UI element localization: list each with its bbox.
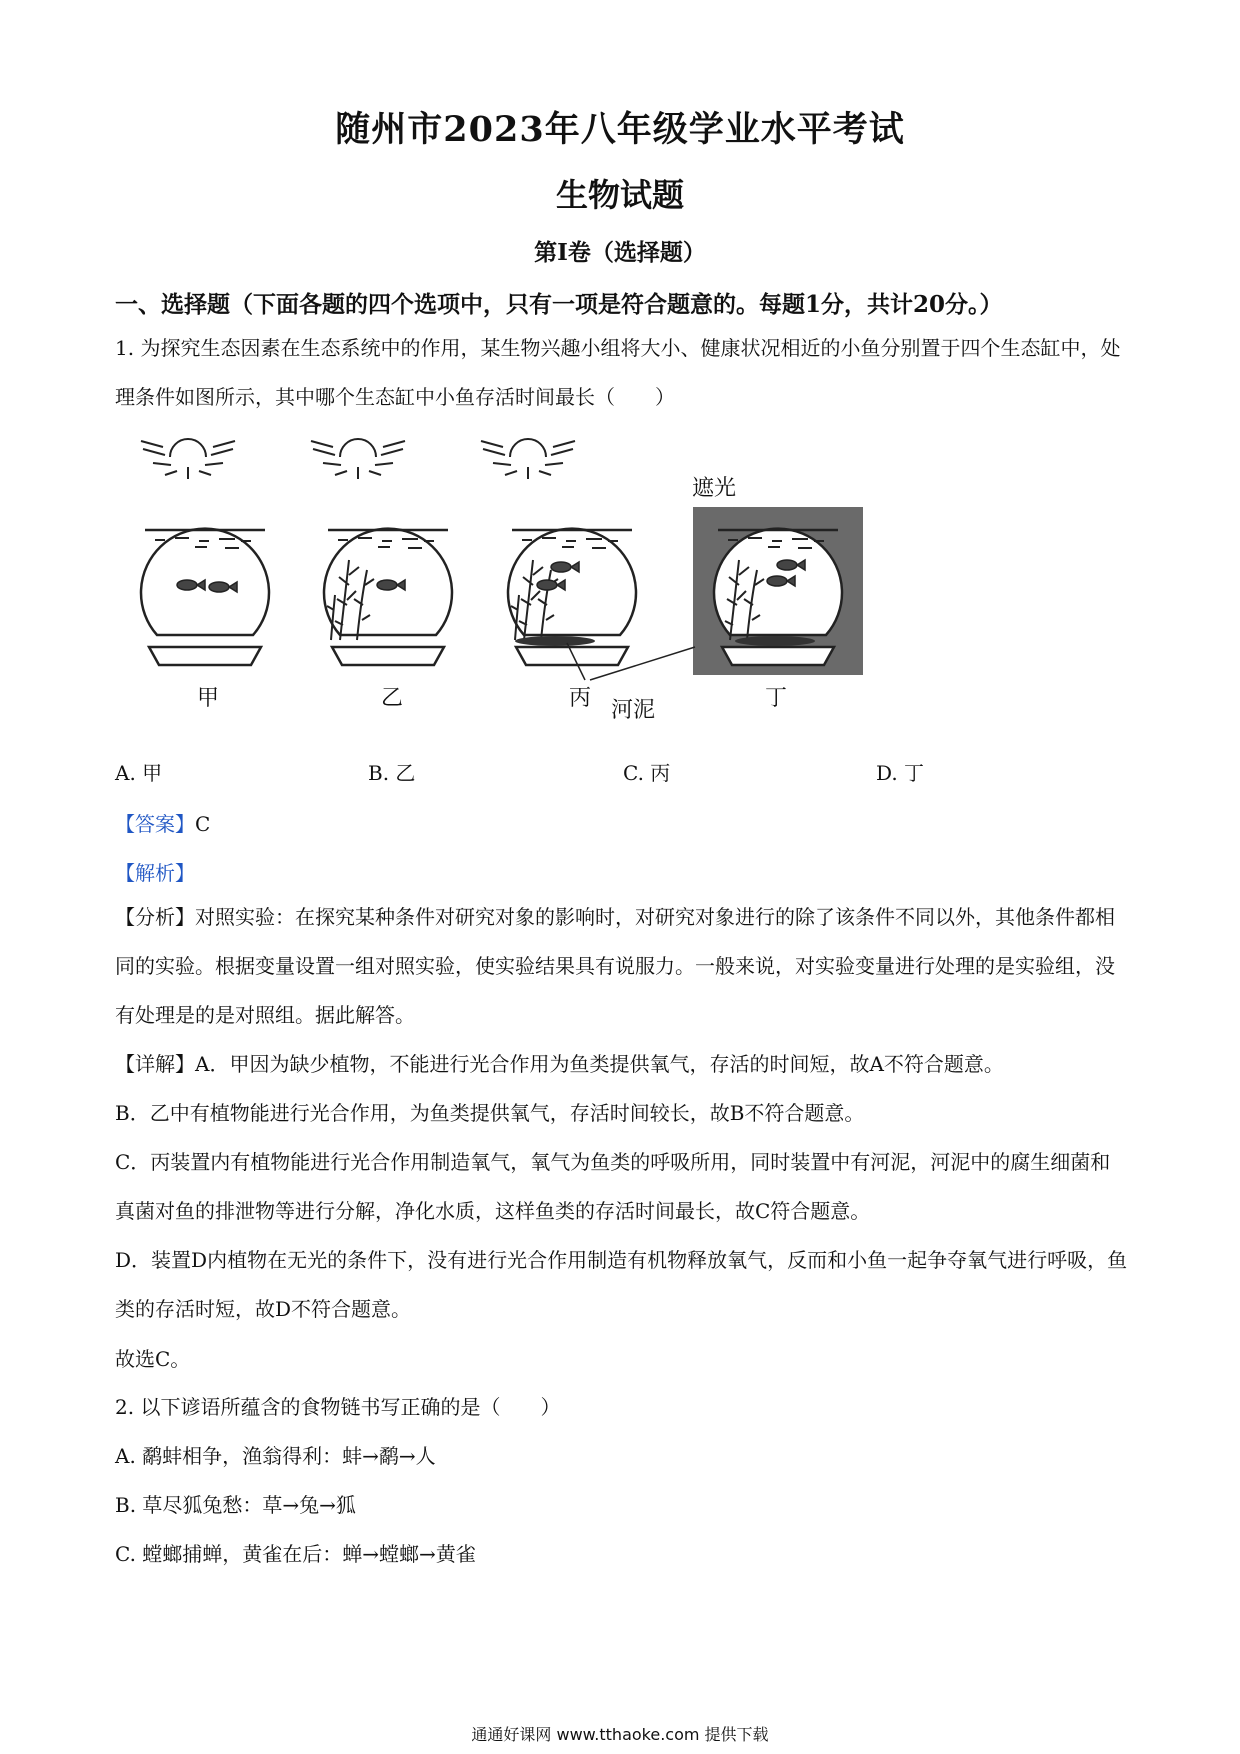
q1-analysis bbox=[115, 893, 1130, 1040]
q1-detail-b: B．乙中有植物能进行光合作用，为鱼类提供氧气，存活时间较长，故B不符合题意。 bbox=[115, 1101, 865, 1125]
q2-stem: 2. 以下谚语所蕴含的食物链书写正确的是（ ） bbox=[115, 1395, 561, 1419]
q1-detail-d: D．装置D内植物在无光的条件下，没有进行光合作用制造有机物释放氧气，反而和小鱼一起争夺氧气进行呼吸，鱼类的存活时短，故D不符合题意。 bbox=[115, 1248, 1128, 1321]
q1-conclusion: 故选C。 bbox=[115, 1347, 191, 1371]
tank-yi bbox=[324, 529, 452, 665]
mud-label: 河泥 bbox=[611, 698, 656, 723]
tank-jia bbox=[141, 529, 269, 665]
q2-option-a: A. 鹬蚌相争，渔翁得利：蚌→鹬→人 bbox=[115, 1444, 436, 1468]
volume-title: 第Ⅰ卷（选择题） bbox=[534, 239, 706, 266]
detail-tag: 【详解】 bbox=[115, 1052, 195, 1076]
exam-subtitle: 生物试题 bbox=[555, 176, 684, 214]
river-mud bbox=[515, 636, 815, 646]
q2-option-b: B. 草尽狐兔愁：草→兔→狐 bbox=[115, 1493, 356, 1517]
analysis-heading-tag: 【分析】 bbox=[115, 905, 195, 929]
tank-label-ding: 丁 bbox=[765, 686, 788, 711]
q1-option-a: A. 甲 bbox=[115, 761, 163, 785]
answer-tag: 【答案】 bbox=[115, 812, 195, 836]
tank-label-yi: 乙 bbox=[381, 686, 404, 711]
sun-icon bbox=[311, 439, 405, 479]
q1-analysis-tag bbox=[115, 857, 195, 886]
q1-stem: 1. 为探究生态因素在生态系统中的作用，某生物兴趣小组将大小、健康状况相近的小鱼分别置于四个生态缸中，处理条件如图所示，其中哪个生态缸中小鱼存活时间最长（ ） bbox=[115, 336, 1121, 409]
sun-icon bbox=[141, 439, 235, 479]
sun-icon bbox=[481, 439, 575, 479]
detail-a-text: A．甲因为缺少植物，不能进行光合作用为鱼类提供氧气，存活的时间短，故A不符合题意。 bbox=[195, 1052, 1004, 1076]
q1-option-b: B. 乙 bbox=[368, 761, 416, 785]
tank-label-jia: 甲 bbox=[197, 686, 220, 711]
answer-value: C bbox=[195, 812, 211, 836]
q1-option-d: D. 丁 bbox=[876, 761, 925, 785]
tank-label-bing: 丙 bbox=[569, 686, 592, 711]
q1-option-c: C. 丙 bbox=[623, 761, 671, 785]
q1-detail-c: C．丙装置内有植物能进行光合作用制造氧气，氧气为鱼类的呼吸所用，同时装置中有河泥，河泥中的腐生细菌和真菌对鱼的排泄物等进行分解，净化水质，这样鱼类的存活时间最长，故C符合题意。 bbox=[115, 1150, 1111, 1223]
analysis-text: 对照实验：在探究某种条件对研究对象的影响时，对研究对象进行的除了该条件不同以外，其他条件都相同的实验。根据变量设置一组对照实验，使实验结果具有说服力。一般来说，对实验变量进行处理的是实验组，没有处理是的是对照组。据此解答。 bbox=[115, 905, 1115, 1027]
analysis-tag: 【解析】 bbox=[115, 861, 195, 885]
q2-option-c: C. 螳螂捕蝉，黄雀在后：蝉→螳螂→黄雀 bbox=[115, 1542, 476, 1566]
eco-tanks-figure bbox=[135, 435, 875, 735]
q1-detail-a bbox=[115, 1040, 1130, 1089]
eco-tanks-diagram bbox=[135, 435, 875, 735]
section-heading: 一、选择题（下面各题的四个选项中，只有一项是符合题意的。每题1分，共计20分。） bbox=[115, 291, 1003, 318]
footer-text: 通通好课网 www.tthaoke.com 提供下载 bbox=[471, 1725, 769, 1744]
shade-label: 遮光 bbox=[692, 476, 737, 501]
exam-title: 随州市2023年八年级学业水平考试 bbox=[335, 109, 905, 150]
q1-answer bbox=[115, 808, 210, 837]
